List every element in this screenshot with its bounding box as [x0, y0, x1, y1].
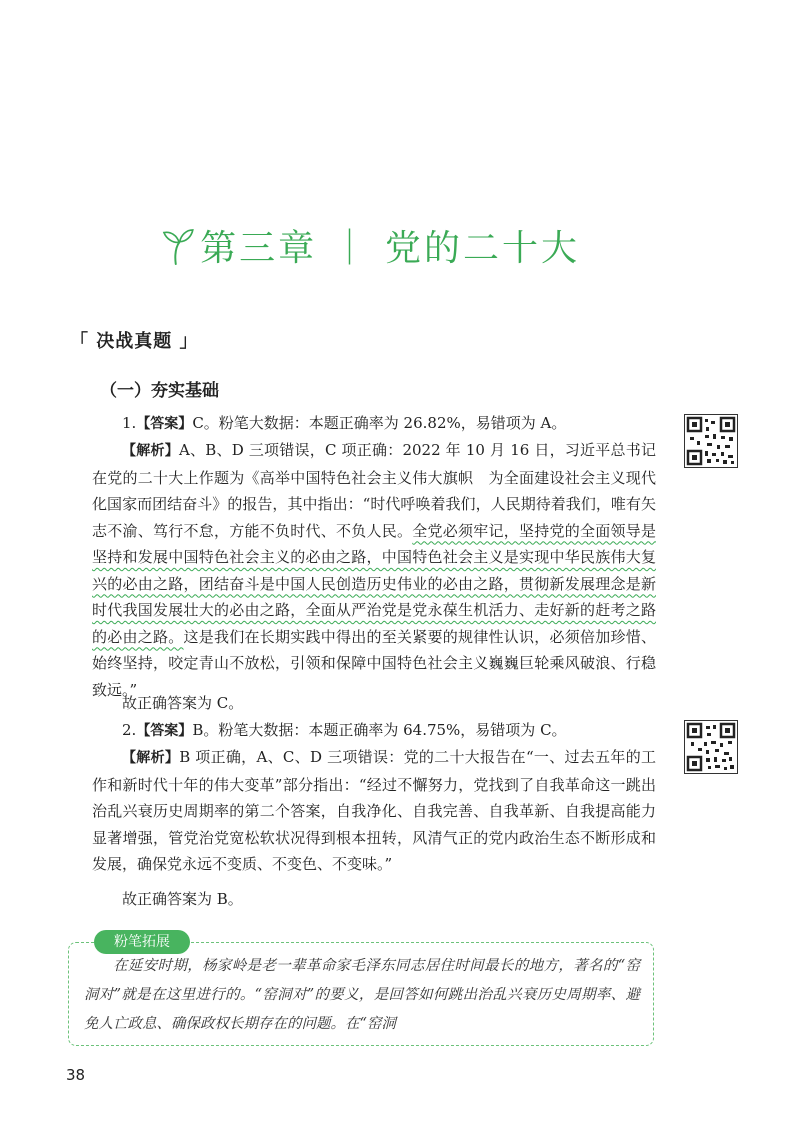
tip-label: 粉笔拓展 — [94, 930, 190, 954]
qr-code-icon — [684, 414, 738, 468]
q2-answer-label: 【答案】 — [136, 723, 193, 739]
chapter-header — [160, 210, 580, 280]
tip-text: 在延安时期，杨家岭是老一辈革命家毛泽东同志居住时间最长的地方，著名的“窑洞对”就是在这里进行的。“窑洞对”的要义，是回答如何跳出治乱兴衰历史周期率、避免人亡政息、确保政权长期存在的问题。在“窑洞 — [84, 958, 640, 1032]
q2-conclusion: 故正确答案为 B。 — [122, 890, 243, 908]
q2-analysis-label: 【解析】 — [122, 750, 180, 766]
q1-number: 1. — [122, 414, 137, 432]
q1-analysis-text-end: 这是我们在长期实践中得出的至关紧要的规律性认识，必须倍加珍惜、始终坚持，咬定青山不放松，引领和保障中国特色社会主义巍巍巨轮乘风破浪、行稳致远。” — [92, 627, 656, 699]
qr-code-icon — [684, 720, 738, 774]
q1-conclusion: 故正确答案为 C。 — [122, 694, 244, 712]
q1-analysis-label: 【解析】 — [122, 443, 179, 459]
sprout-icon — [160, 214, 194, 276]
q1-analysis-text: A、B、D 三项错误，C 项正确：2022 年 10 月 16 日，习近平总书记在党的二十大上作题为《高举中国特色社会主义伟大旗帜 为全面建设社会主义现代化国家而团结奋斗》的报告，其中指出：“时代呼唤着我们，人民期待着我们，唯有矢志不渝、笃行不怠，方能不负时代、不负人民。 — [92, 441, 657, 540]
page-number: 38 — [66, 1066, 86, 1084]
q2-answer-text: B。粉笔大数据：本题正确率为 64.75%，易错项为 C。 — [192, 721, 567, 739]
subsection-heading: （一）夯实基础 — [100, 381, 219, 401]
q1-analysis-highlight: 全党必须牢记，坚持党的全面领导是坚持和发展中国特色社会主义的必由之路，中国特色社会主义是实现中华民族伟大复兴的必由之路，团结奋斗是中国人民创造历史伟业的必由之路，贯彻新发展理念是新时代我国发展壮大的必由之路，全面从严治党是党永葆生机活力、走好新的赶考之路的必由之路。 — [92, 521, 656, 646]
q2-analysis — [92, 744, 656, 878]
q2-number: 2. — [122, 721, 137, 739]
section-heading: 「 决战真题 」 — [70, 331, 199, 352]
q2-analysis-text: B 项正确，A、C、D 三项错误：党的二十大报告在“一、过去五年的工作和新时代十年的伟大变革”部分指出：“经过不懈努力，党找到了自我革命这一跳出治乱兴衰历史周期率的第二个答案，自我净化、自我完善、自我革新、自我提高能力显著增强，管党治党宽松软状况得到根本扭转，风清气正的党内政治生态不断形成和发展，确保党永远不变质、不变色、不变味。” — [92, 748, 657, 873]
q1-analysis — [92, 437, 656, 703]
q1-answer — [92, 410, 656, 438]
q1-answer-text: C。粉笔大数据：本题正确率为 26.82%，易错项为 A。 — [192, 414, 567, 432]
q2-answer — [92, 717, 656, 745]
q1-answer-label: 【答案】 — [136, 416, 193, 432]
chapter-title: 第三章 ｜ 党的二十大 — [200, 227, 580, 269]
